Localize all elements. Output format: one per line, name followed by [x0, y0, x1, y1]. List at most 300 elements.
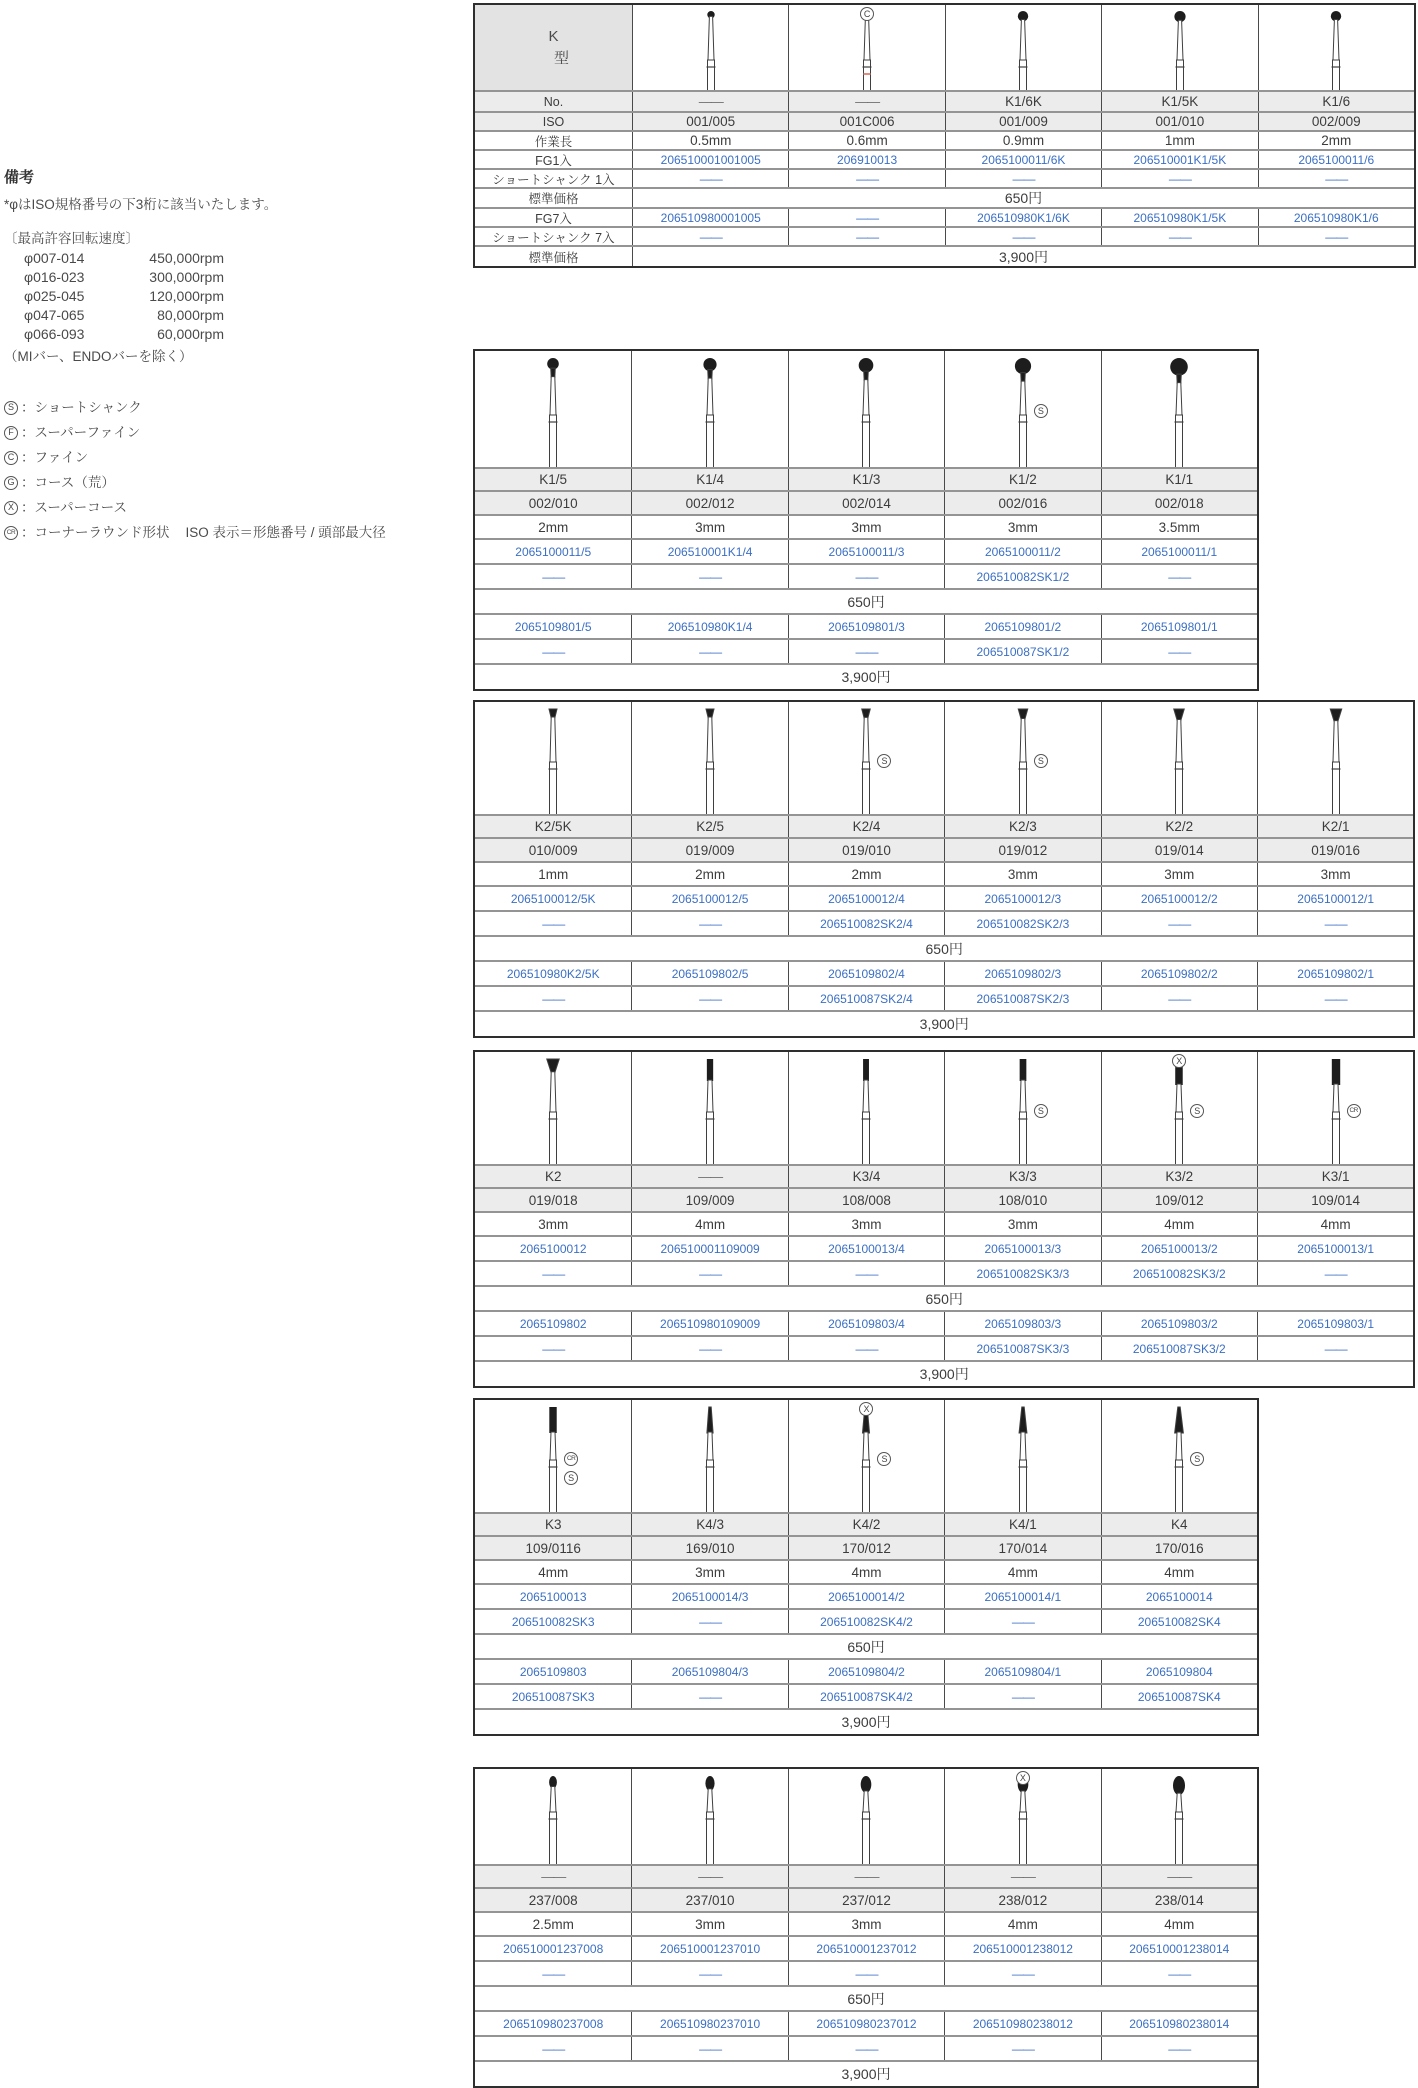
fg1-code[interactable]: 2065100013: [519, 1589, 587, 1604]
speed-range: φ007-014: [24, 250, 85, 266]
iso-number-cell: [631, 1537, 787, 1559]
iso-number: 109/012: [1154, 1192, 1204, 1208]
model-number-cell: [475, 1514, 631, 1535]
fg1-code-cell: [475, 1937, 631, 1960]
short-shank1-code[interactable]: 206510082SK3: [511, 1614, 595, 1629]
fg7-code[interactable]: 206510980238014: [1129, 2016, 1230, 2031]
fg7-code-cell: [632, 209, 788, 226]
short-shank7-code-cell: [944, 1337, 1100, 1360]
working-length-cell: [1101, 1213, 1257, 1235]
speed-row: [24, 249, 224, 268]
model-number-cell: [788, 92, 944, 111]
fg7-code[interactable]: 206510980237008: [503, 2016, 604, 2031]
fg7-code[interactable]: 2065109801/5: [514, 619, 592, 634]
iso-number: 109/0116: [525, 1540, 581, 1556]
iso-number-cell: [944, 1537, 1100, 1559]
price-row: [475, 2060, 1257, 2086]
fg1-code[interactable]: 2065100013/3: [984, 1241, 1062, 1256]
fg7-code[interactable]: 206510980K1/6K: [977, 210, 1070, 225]
short-shank7-code[interactable]: 206510087SK4: [1137, 1689, 1221, 1704]
working-length-cell: [944, 863, 1100, 885]
fg7-code[interactable]: 2065109803/1: [1297, 1316, 1375, 1331]
standard-price: 3,900円: [841, 1714, 891, 1730]
working-length: 4mm: [1164, 1564, 1195, 1580]
row-label: FG1入: [535, 153, 572, 168]
len-row: [475, 861, 1413, 885]
dash-placeholder: ——: [699, 991, 722, 1006]
illustration-row: [475, 5, 1414, 90]
no-row: [475, 90, 1414, 111]
price-row: [475, 663, 1257, 689]
short-shank7-code[interactable]: 206510087SK1/2: [976, 644, 1070, 659]
speed-row: [24, 268, 224, 287]
iso-number: 108/010: [998, 1192, 1048, 1208]
s-variant-icon: S: [877, 1452, 891, 1466]
short-shank1-code[interactable]: 206510082SK2/4: [820, 916, 913, 931]
short-shank7-code-cell: [1101, 640, 1257, 663]
fg1-code[interactable]: 2065100011/1: [1141, 544, 1218, 559]
working-length: 3mm: [1164, 866, 1195, 882]
fg1-code[interactable]: 2065100012: [519, 1241, 587, 1256]
fg1-code-cell: [944, 1937, 1100, 1960]
dash-placeholder: ——: [1168, 916, 1191, 931]
fg1-code[interactable]: 2065100013/1: [1297, 1241, 1375, 1256]
model-number-cell: [631, 1514, 787, 1535]
fg1-code[interactable]: 2065100012/4: [828, 891, 905, 906]
fg7-code[interactable]: 206510980237012: [816, 2016, 917, 2031]
fg1-code[interactable]: 2065100013/2: [1140, 1241, 1218, 1256]
model-number: K1/5: [539, 472, 568, 487]
fg1-code[interactable]: 206510001K1/5K: [1133, 152, 1227, 167]
ss1-row: [475, 563, 1257, 588]
fg1-code[interactable]: 2065100014/2: [828, 1589, 905, 1604]
short-shank1-code[interactable]: 206510082SK3/3: [976, 1266, 1070, 1281]
short-shank1-code-cell: [788, 1610, 944, 1633]
fg7-code-cell: [944, 1660, 1100, 1683]
dash-placeholder: ——: [699, 171, 722, 186]
fg1-code[interactable]: 2065100011/5: [515, 544, 592, 559]
legend-x-icon: X: [4, 501, 18, 515]
iso-number-cell: [475, 1537, 631, 1559]
short-shank7-code-cell: [1101, 1685, 1257, 1708]
model-number-cell: [475, 1866, 631, 1887]
price-row: [475, 1010, 1413, 1036]
fg7-code-cell: [631, 962, 787, 985]
model-number-cell: [475, 1166, 631, 1187]
ss1-row: [475, 910, 1413, 935]
fg7-code[interactable]: 2065109803/3: [984, 1316, 1062, 1331]
short-shank7-code-cell: [945, 228, 1101, 245]
dash-placeholder: ——: [1168, 569, 1191, 584]
standard-price: 3,900円: [841, 2066, 891, 2082]
fg7-code[interactable]: 2065109802/4: [828, 966, 905, 981]
working-length: 4mm: [1320, 1216, 1351, 1232]
notes-sidebar: [4, 166, 474, 545]
price-row: [475, 1708, 1257, 1734]
dash-placeholder: ——: [542, 991, 565, 1006]
fg7-code-cell: [475, 615, 631, 638]
iso-number: 019/016: [1311, 842, 1361, 858]
fg1-code[interactable]: 206510001237008: [503, 1941, 604, 1956]
fg7-code[interactable]: 2065109801/3: [828, 619, 905, 634]
fg1-code-cell: [1101, 1237, 1257, 1260]
fg1-row: [475, 1935, 1257, 1960]
short-shank1-code[interactable]: 206510082SK4: [1137, 1614, 1221, 1629]
working-length-cell: [788, 1561, 944, 1583]
working-length-cell: [1101, 132, 1257, 149]
fg1-row: [475, 885, 1413, 910]
iso-digits-note: *φはISO規格番号の下3桁に該当いたします。: [4, 197, 278, 212]
iso-number: 001/009: [999, 114, 1048, 129]
legend-label: ：スーパーファイン: [21, 425, 141, 440]
iso-number-cell: [1257, 839, 1413, 861]
no-row: [475, 814, 1413, 837]
short-shank1-code-cell: [788, 170, 944, 187]
short-shank7-code[interactable]: 206510087SK2/3: [976, 991, 1070, 1006]
dash-placeholder: ——: [1168, 991, 1191, 1006]
short-shank7-code-cell: [788, 640, 944, 663]
working-length-cell: [631, 863, 787, 885]
short-shank1-code-cell: [1101, 1262, 1257, 1285]
mi-endo-note: （MIバー、ENDOバーを除く）: [4, 349, 193, 364]
model-number: K2/2: [1165, 819, 1194, 834]
dash-placeholder: ——: [542, 916, 565, 931]
model-number-cell: [1101, 1866, 1257, 1887]
iso-row: [475, 837, 1413, 861]
short-shank1-code[interactable]: 206510082SK4/2: [820, 1614, 913, 1629]
iso-number-cell: [944, 1889, 1100, 1911]
working-length: 4mm: [538, 1564, 569, 1580]
fg1-code[interactable]: 206510001237012: [816, 1941, 917, 1956]
fg1-code-cell: [788, 540, 944, 563]
fg7-code[interactable]: 2065109804/1: [984, 1664, 1062, 1679]
model-number: K4: [1171, 1517, 1188, 1532]
legend-label: ：コース（荒）: [21, 475, 115, 490]
working-length-cell: [1258, 132, 1414, 149]
dash-placeholder: ——: [855, 2041, 878, 2056]
fg1-code[interactable]: 206510001001005: [660, 152, 761, 167]
bur-illustration: [475, 351, 631, 467]
fg1-code[interactable]: 2065100012/3: [984, 891, 1062, 906]
iso-number-cell: [788, 839, 944, 861]
fg1-code-cell: [1258, 151, 1414, 168]
short-shank1-code-cell: [631, 1262, 787, 1285]
fg1-code[interactable]: 206510001K1/4: [667, 544, 753, 559]
dash-placeholder: ——: [855, 94, 880, 109]
legend-item: [4, 495, 474, 520]
working-length-cell: [631, 1913, 787, 1935]
standard-price: 650円: [847, 1990, 885, 2007]
working-length: 1mm: [1164, 133, 1195, 148]
fg1-code[interactable]: 2065100012/5K: [510, 891, 596, 906]
fg7-code[interactable]: 206510980K1/5K: [1133, 210, 1227, 225]
working-length: 3mm: [1007, 866, 1038, 882]
dash-placeholder: ——: [1167, 1869, 1192, 1884]
fg1-row: [475, 149, 1414, 168]
notes-heading: 備考: [4, 169, 35, 186]
fg7-code[interactable]: 206510980001005: [660, 210, 761, 225]
s-variant-icon: S: [877, 754, 891, 768]
fg1-code-cell: [631, 1585, 787, 1608]
dash-placeholder: ——: [856, 210, 879, 225]
fg1-code[interactable]: 206910013: [837, 152, 898, 167]
fg7-code[interactable]: 206510980238012: [972, 2016, 1073, 2031]
bur-illustration: [944, 351, 1100, 467]
row-label: 作業長: [534, 134, 573, 149]
standard-price: 650円: [632, 189, 1414, 207]
fg1-code[interactable]: 206510001238014: [1129, 1941, 1230, 1956]
dash-placeholder: ——: [1012, 229, 1035, 244]
fg7-code[interactable]: 2065109802/3: [984, 966, 1062, 981]
working-length-cell: [475, 1561, 631, 1583]
fg1-code-cell: [632, 151, 788, 168]
fg7-code[interactable]: 2065109803/4: [828, 1316, 905, 1331]
short-shank7-code[interactable]: 206510087SK3: [511, 1689, 595, 1704]
working-length: 0.9mm: [1002, 133, 1045, 148]
working-length-cell: [1257, 1213, 1413, 1235]
fg7-row: [475, 207, 1414, 226]
bur-illustration: [1257, 1052, 1413, 1164]
fg1-code[interactable]: 2065100012/1: [1297, 891, 1375, 906]
ss1-row: [475, 1260, 1413, 1285]
len-row: [475, 130, 1414, 149]
illustration-row: [475, 702, 1413, 814]
bur-illustration: [475, 1052, 631, 1164]
short-shank7-code[interactable]: 206510087SK2/4: [820, 991, 913, 1006]
iso-row: [475, 1535, 1257, 1559]
iso-number-cell: [788, 1189, 944, 1211]
iso-number-cell: [1101, 492, 1257, 514]
fg1-code[interactable]: 2065100014/3: [671, 1589, 749, 1604]
len-row: [475, 514, 1257, 538]
fg1-code-cell: [475, 887, 631, 910]
iso-number-cell: [944, 1189, 1100, 1211]
dash-placeholder: ——: [542, 2041, 565, 2056]
bur-illustration: [788, 702, 944, 814]
bur-illustration: [631, 1769, 787, 1864]
short-shank1-code-cell: [1101, 1962, 1257, 1985]
ss1-row: [475, 1960, 1257, 1985]
model-number-cell: [632, 92, 788, 111]
fg1-code-cell: [1257, 887, 1413, 910]
working-length-cell: [944, 1213, 1100, 1235]
legend-c-icon: C: [4, 451, 18, 465]
iso-number-cell: [475, 839, 631, 861]
short-shank1-code[interactable]: 206510082SK2/3: [976, 916, 1070, 931]
fg7-code[interactable]: 2065109802: [519, 1316, 587, 1331]
s-variant-icon: S: [1190, 1104, 1204, 1118]
dash-placeholder: ——: [699, 916, 722, 931]
dash-placeholder: ——: [699, 569, 722, 584]
ss1-row: [475, 1608, 1257, 1633]
iso-number: 019/012: [998, 842, 1048, 858]
dash-placeholder: ——: [699, 2041, 722, 2056]
model-number-cell: [1258, 92, 1414, 111]
dash-placeholder: ——: [1168, 1966, 1191, 1981]
working-length: 1mm: [538, 866, 569, 882]
iso-number-cell: [475, 1189, 631, 1211]
fg7-code-cell: [1101, 2012, 1257, 2035]
speed-rpm: 120,000rpm: [149, 288, 224, 304]
ss7-row: [475, 1683, 1257, 1708]
fg7-code-cell: [788, 962, 944, 985]
fg7-code-cell: [788, 209, 944, 226]
fg7-code-cell: [944, 962, 1100, 985]
dash-placeholder: ——: [1324, 1266, 1347, 1281]
short-shank1-code[interactable]: 206510082SK1/2: [976, 569, 1070, 584]
s-variant-icon: S: [564, 1471, 578, 1485]
working-length: 3mm: [851, 519, 882, 535]
bur-illustration: [1101, 702, 1257, 814]
model-number: K3/2: [1165, 1169, 1194, 1184]
fg1-code[interactable]: 2065100014: [1145, 1589, 1213, 1604]
dash-placeholder: ——: [1168, 171, 1191, 186]
k-type-header: [475, 5, 632, 90]
working-length: 2.5mm: [532, 1916, 574, 1932]
model-number-cell: [475, 816, 631, 837]
fg1-code[interactable]: 2065100013/4: [828, 1241, 905, 1256]
short-shank7-code[interactable]: 206510087SK3/2: [1132, 1341, 1226, 1356]
fg1-code[interactable]: 2065100012/2: [1140, 891, 1218, 906]
fg7-code[interactable]: 206510980109009: [660, 1316, 761, 1331]
dash-placeholder: ——: [855, 1341, 878, 1356]
fg7-code-cell: [631, 2012, 787, 2035]
fg7-code-cell: [788, 1660, 944, 1683]
working-length-cell: [944, 1913, 1100, 1935]
fg1-code-cell: [788, 151, 944, 168]
model-number-cell: [1101, 1514, 1257, 1535]
fg7-code[interactable]: 2065109802/2: [1140, 966, 1218, 981]
short-shank1-code[interactable]: 206510082SK3/2: [1132, 1266, 1226, 1281]
dash-placeholder: ——: [698, 94, 723, 109]
short-shank7-code[interactable]: 206510087SK4/2: [820, 1689, 913, 1704]
short-shank7-code[interactable]: 206510087SK3/3: [976, 1341, 1070, 1356]
fg1-code[interactable]: 2065100014/1: [984, 1589, 1062, 1604]
fg1-code-cell: [1101, 1937, 1257, 1960]
fg7-code[interactable]: 2065109804/2: [828, 1664, 905, 1679]
model-number-cell: [475, 469, 631, 490]
no-row: [475, 467, 1257, 490]
legend-item: [4, 470, 474, 495]
fg1-code[interactable]: 2065100011/6K: [981, 152, 1066, 167]
model-number-cell: [788, 1514, 944, 1535]
working-length-cell: [631, 516, 787, 538]
model-number-cell: [788, 1866, 944, 1887]
short-shank1-code-cell: [944, 565, 1100, 588]
fg7-code[interactable]: 206510980K1/6: [1293, 210, 1379, 225]
fg7-code[interactable]: 206510980K2/5K: [506, 966, 600, 981]
dash-placeholder: ——: [1011, 1689, 1034, 1704]
fg1-code[interactable]: 206510001109009: [660, 1241, 760, 1256]
model-number-cell: [1257, 1166, 1413, 1187]
fg7-code[interactable]: 2065109801/1: [1140, 619, 1218, 634]
model-number: K2/1: [1321, 819, 1350, 834]
bur-illustration: [1101, 351, 1257, 467]
iso-number-cell: [1101, 839, 1257, 861]
fg7-code-cell: [944, 615, 1100, 638]
iso-number: 002/009: [1311, 114, 1361, 129]
standard-price: 3,900円: [919, 1366, 969, 1382]
fg7-row: [475, 960, 1413, 985]
fg1-code[interactable]: 2065100011/6: [1298, 152, 1375, 167]
illustration-row: [475, 351, 1257, 467]
fg1-row: [475, 1235, 1413, 1260]
working-length-cell: [475, 1213, 631, 1235]
fg1-code[interactable]: 2065100012/5: [671, 891, 749, 906]
working-length-cell: [1257, 863, 1413, 885]
bur-illustration: [788, 1052, 944, 1164]
legend-label: ：スーパーコース: [21, 500, 127, 515]
ss7-row: [475, 985, 1413, 1010]
fg7-code[interactable]: 206510980K1/4: [667, 619, 753, 634]
short-shank1-code-cell: [1101, 565, 1257, 588]
fg1-code[interactable]: 2065100011/2: [984, 544, 1061, 559]
fg1-code-cell: [945, 151, 1101, 168]
iso-number-cell: [788, 1889, 944, 1911]
short-shank7-code-cell: [631, 987, 787, 1010]
fg1-code-cell: [1257, 1237, 1413, 1260]
fg1-code[interactable]: 206510001238012: [972, 1941, 1073, 1956]
working-length-cell: [632, 132, 788, 149]
working-length: 2mm: [695, 866, 726, 882]
iso-number: 238/014: [1154, 1892, 1204, 1908]
k-table-6: [473, 1767, 1259, 2088]
fg7-row: [475, 2010, 1257, 2035]
dash-placeholder: ——: [1324, 1341, 1347, 1356]
dash-placeholder: ——: [1168, 644, 1191, 659]
fg7-code[interactable]: 2065109801/2: [984, 619, 1062, 634]
iso-number-cell: [944, 839, 1100, 861]
dash-placeholder: ——: [1168, 2041, 1191, 2056]
short-shank7-code-cell: [1101, 987, 1257, 1010]
speed-rpm: 450,000rpm: [149, 250, 224, 266]
model-number-cell: [944, 1166, 1100, 1187]
legend-g-icon: G: [4, 476, 18, 490]
fg7-code[interactable]: 206510980237010: [660, 2016, 761, 2031]
iso-number-cell: [475, 1889, 631, 1911]
working-length: 4mm: [1007, 1916, 1038, 1932]
model-number: K2/4: [852, 819, 881, 834]
fg1-code[interactable]: 2065100011/3: [828, 544, 905, 559]
short-shank1-code-cell: [788, 912, 944, 935]
fg1-code[interactable]: 206510001237010: [660, 1941, 761, 1956]
fg7-code-cell: [1101, 962, 1257, 985]
short-shank7-code-cell: [475, 1685, 631, 1708]
fg7-code[interactable]: 2065109802/5: [671, 966, 749, 981]
fg7-code[interactable]: 2065109803: [519, 1664, 587, 1679]
fg7-code-cell: [1101, 1660, 1257, 1683]
dash-placeholder: ——: [542, 644, 565, 659]
fg7-code[interactable]: 2065109803/2: [1140, 1316, 1218, 1331]
fg7-row: [475, 1310, 1413, 1335]
working-length-cell: [1101, 1561, 1257, 1583]
legend-f-icon: F: [4, 426, 18, 440]
fg7-code[interactable]: 2065109804: [1145, 1664, 1213, 1679]
iso-number: 238/012: [998, 1892, 1048, 1908]
short-shank1-code-cell: [944, 1962, 1100, 1985]
dash-placeholder: ——: [855, 1266, 878, 1281]
fg7-code[interactable]: 2065109804/3: [671, 1664, 749, 1679]
working-length-cell: [1101, 516, 1257, 538]
speed-range: φ016-023: [24, 269, 85, 285]
short-shank1-code-cell: [475, 912, 631, 935]
price-row: [475, 245, 1414, 266]
short-shank1-code-cell: [1101, 170, 1257, 187]
standard-price: 650円: [925, 1290, 963, 1307]
fg7-code-cell: [788, 615, 944, 638]
fg7-code[interactable]: 2065109802/1: [1297, 966, 1375, 981]
short-shank1-code-cell: [631, 1610, 787, 1633]
